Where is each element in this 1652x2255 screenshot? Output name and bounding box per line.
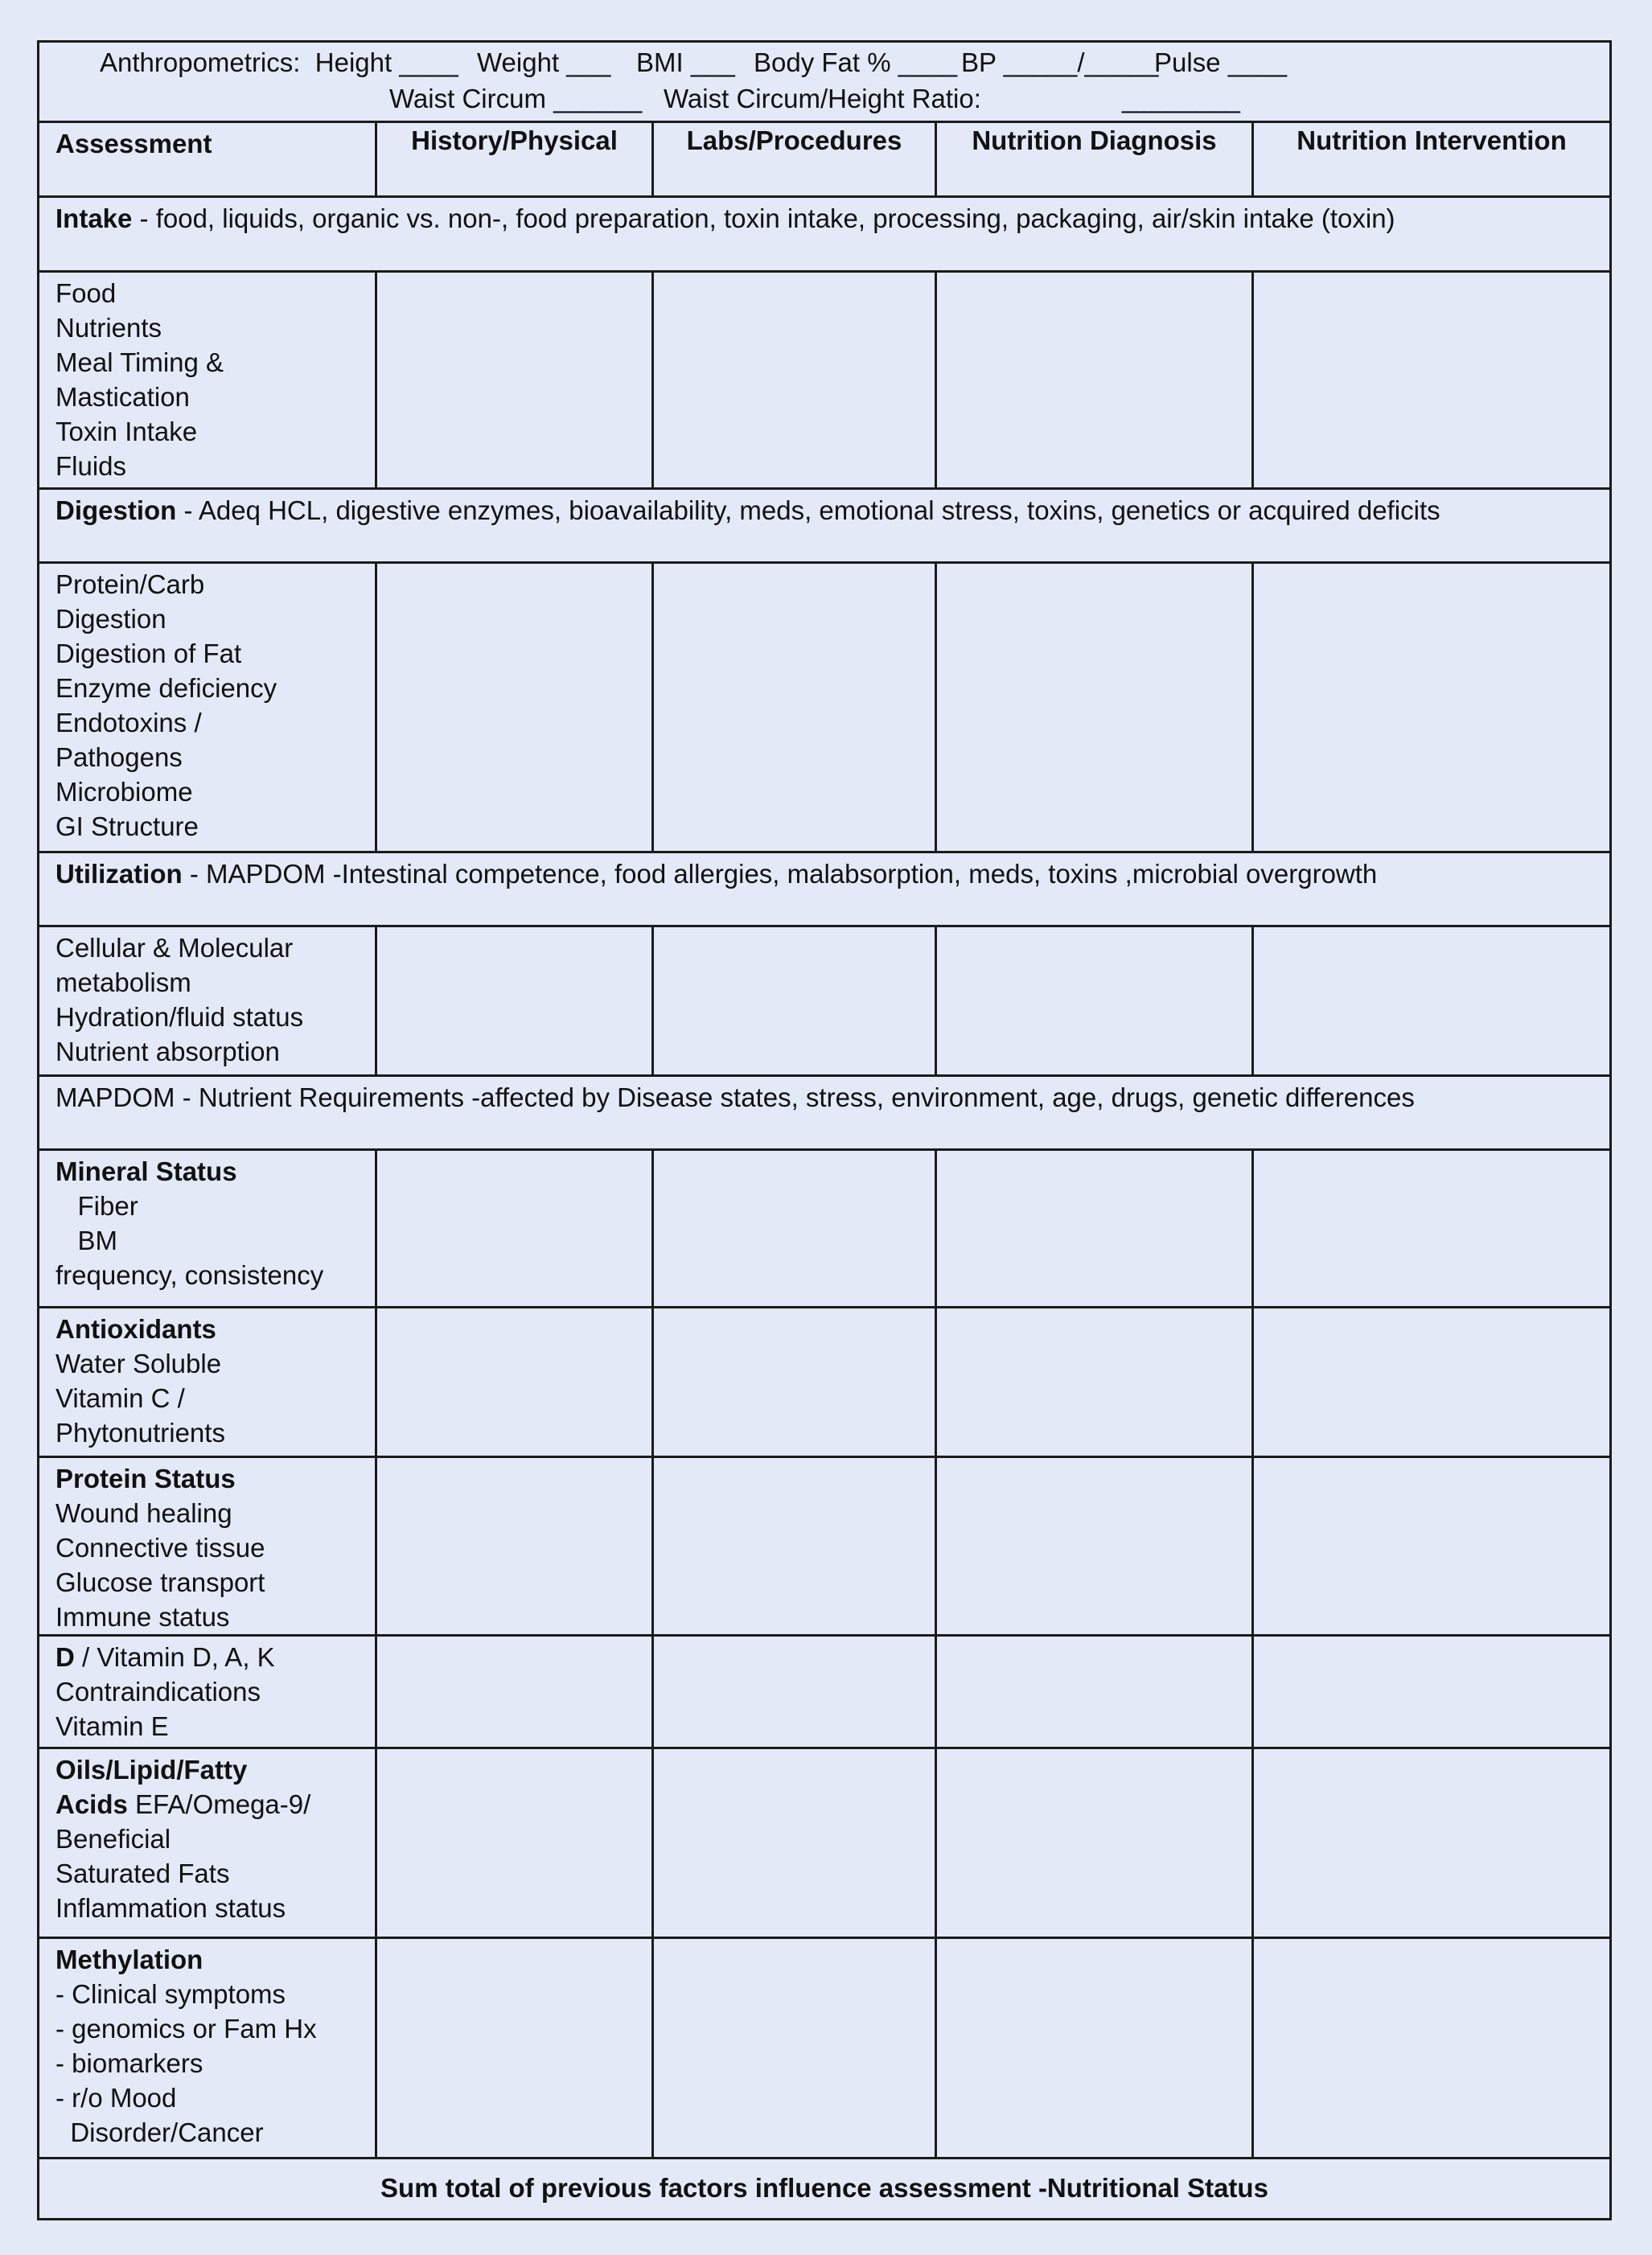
list-item: - r/o Mood <box>55 2083 177 2113</box>
antioxidants-title: Antioxidants <box>55 1314 216 1344</box>
entry-cell[interactable] <box>936 926 1253 1076</box>
list-item: BM <box>55 1226 118 1255</box>
entry-cell[interactable] <box>653 563 936 852</box>
digestion-section-row <box>39 489 1611 563</box>
anthro-weight: Weight ___ <box>477 47 611 77</box>
list-item: Saturated Fats <box>55 1859 230 1888</box>
utilization-section-row <box>39 852 1611 926</box>
list-item: Fiber <box>55 1191 138 1221</box>
methylation-title: Methylation <box>55 1945 203 1974</box>
entry-cell[interactable] <box>376 1308 653 1457</box>
entry-cell[interactable] <box>1253 563 1611 852</box>
list-item: Microbiome <box>55 777 193 807</box>
anthropometrics-row <box>39 42 1611 122</box>
anthro-body-fat: Body Fat % ____ <box>754 47 958 77</box>
requirements-section-header: MAPDOM - Nutrient Requirements -affected by Disease states, stress, environment, age, drugs, genetic differences <box>39 1076 1611 1150</box>
entry-cell[interactable] <box>376 926 653 1076</box>
entry-cell[interactable] <box>653 1308 936 1457</box>
col-nutrition-diagnosis: Nutrition Diagnosis <box>936 122 1253 197</box>
list-item: Beneficial <box>55 1824 171 1854</box>
entry-cell[interactable] <box>936 1457 1253 1636</box>
digestion-items-cell <box>39 563 376 852</box>
entry-cell[interactable] <box>653 1748 936 1938</box>
list-item: - biomarkers <box>55 2048 203 2078</box>
oils-acids-title: Acids <box>55 1789 128 1819</box>
list-item: Fluids <box>55 451 127 481</box>
list-item: frequency, consistency <box>55 1260 324 1290</box>
list-item: Vitamin E <box>55 1711 169 1741</box>
entry-cell[interactable] <box>936 1308 1253 1457</box>
entry-cell[interactable] <box>1253 1748 1611 1938</box>
entry-cell[interactable] <box>1253 1457 1611 1636</box>
entry-cell[interactable] <box>936 272 1253 489</box>
anthro-bp: BP _____/_____ <box>961 47 1159 77</box>
digestion-title: Digestion <box>55 495 177 525</box>
mineral-status-title: Mineral Status <box>55 1156 237 1186</box>
entry-cell[interactable] <box>653 272 936 489</box>
entry-cell[interactable] <box>936 1938 1253 2158</box>
entry-cell[interactable] <box>936 1636 1253 1748</box>
column-header-row <box>39 122 1611 197</box>
methylation-row <box>39 1938 1611 2158</box>
col-labs-procedures: Labs/Procedures <box>653 122 936 197</box>
list-item: Glucose transport <box>55 1567 265 1597</box>
utilization-title: Utilization <box>55 859 183 889</box>
list-item: Water Soluble <box>55 1349 222 1378</box>
list-item: Protein/Carb <box>55 569 205 599</box>
entry-cell[interactable] <box>376 1748 653 1938</box>
list-item: Digestion <box>55 604 166 634</box>
list-item: Inflammation status <box>55 1893 286 1923</box>
utilization-items-cell <box>39 926 376 1076</box>
vitamin-d-subtitle: / Vitamin D, A, K <box>74 1642 275 1672</box>
list-item: Toxin Intake <box>55 417 198 446</box>
anthro-bmi: BMI ___ <box>636 47 735 77</box>
antioxidants-cell <box>39 1308 376 1457</box>
list-item: Wound healing <box>55 1498 232 1528</box>
col-history-physical: History/Physical <box>376 122 653 197</box>
anthro-waist: Waist Circum ______ <box>389 84 643 113</box>
anthro-waist-height-ratio: Waist Circum/Height Ratio: <box>664 84 981 113</box>
digestion-section-header <box>39 489 1611 563</box>
vitamin-d-title: D <box>55 1642 75 1672</box>
oils-lipid-cell <box>39 1748 376 1938</box>
entry-cell[interactable] <box>1253 1938 1611 2158</box>
utilization-items-row <box>39 926 1611 1076</box>
vitamin-d-cell <box>39 1636 376 1748</box>
digestion-items-row <box>39 563 1611 852</box>
list-item: Nutrient absorption <box>55 1037 280 1066</box>
entry-cell[interactable] <box>376 1938 653 2158</box>
oils-lipid-title: Oils/Lipid/Fatty <box>55 1755 248 1785</box>
mineral-status-row <box>39 1150 1611 1308</box>
footer-row <box>39 2158 1611 2220</box>
entry-cell[interactable] <box>653 926 936 1076</box>
entry-cell[interactable] <box>376 1636 653 1748</box>
col-nutrition-intervention: Nutrition Intervention <box>1253 122 1611 197</box>
vitamin-d-row <box>39 1636 1611 1748</box>
list-item: Disorder/Cancer <box>55 2117 264 2147</box>
list-item: Food <box>55 278 117 308</box>
utilization-description: - MAPDOM -Intestinal competence, food allergies, malabsorption, meds, toxins ,microbial overgrowth <box>182 859 1378 889</box>
entry-cell[interactable] <box>653 1938 936 2158</box>
antioxidants-row <box>39 1308 1611 1457</box>
entry-cell[interactable] <box>376 272 653 489</box>
utilization-section-header <box>39 852 1611 926</box>
digestion-description: - Adeq HCL, digestive enzymes, bioavailability, meds, emotional stress, toxins, genetics or acquired deficits <box>176 495 1440 525</box>
list-item: Endotoxins / <box>55 708 202 737</box>
footer-summary: Sum total of previous factors influence assessment -Nutritional Status <box>39 2158 1611 2220</box>
anthro-ratio-blank: ________ <box>1122 84 1240 113</box>
list-item: GI Structure <box>55 811 199 841</box>
list-item: Nutrients <box>55 313 162 343</box>
entry-cell[interactable] <box>653 1150 936 1308</box>
list-item: Vitamin C / <box>55 1383 185 1413</box>
entry-cell[interactable] <box>1253 1150 1611 1308</box>
entry-cell[interactable] <box>653 1636 936 1748</box>
protein-status-cell <box>39 1457 376 1636</box>
entry-cell[interactable] <box>936 1748 1253 1938</box>
mineral-status-cell <box>39 1150 376 1308</box>
list-item: Phytonutrients <box>55 1418 225 1448</box>
list-item: Connective tissue <box>55 1533 265 1563</box>
anthro-pulse: Pulse ____ <box>1154 47 1288 77</box>
list-item: Mastication <box>55 382 190 412</box>
anthropometrics-line-2 <box>39 79 1609 115</box>
entry-cell[interactable] <box>376 563 653 852</box>
entry-cell[interactable] <box>376 1457 653 1636</box>
list-item: Hydration/fluid status <box>55 1002 304 1032</box>
intake-description: - food, liquids, organic vs. non-, food preparation, toxin intake, processing, packaging, air/skin intake (toxin) <box>132 203 1395 233</box>
anthro-height: Anthropometrics: Height ____ <box>100 47 458 77</box>
anthropometrics-cell[interactable] <box>39 42 1611 122</box>
col-assessment: Assessment <box>39 122 376 197</box>
list-item: Meal Timing & <box>55 347 224 377</box>
oils-lipid-row <box>39 1748 1611 1938</box>
entry-cell[interactable] <box>1253 272 1611 489</box>
protein-status-row <box>39 1457 1611 1636</box>
entry-cell[interactable] <box>936 1150 1253 1308</box>
oils-acids-subtitle: EFA/Omega-9/ <box>127 1789 311 1819</box>
intake-section-header <box>39 197 1611 272</box>
nutrition-assessment-form <box>37 40 1612 2220</box>
entry-cell[interactable] <box>1253 1636 1611 1748</box>
entry-cell[interactable] <box>1253 1308 1611 1457</box>
intake-section-row <box>39 197 1611 272</box>
list-item: - genomics or Fam Hx <box>55 2014 317 2043</box>
intake-items-row <box>39 272 1611 489</box>
requirements-section-row <box>39 1076 1611 1150</box>
protein-status-title: Protein Status <box>55 1464 236 1493</box>
methylation-cell <box>39 1938 376 2158</box>
intake-items-cell <box>39 272 376 489</box>
entry-cell[interactable] <box>936 563 1253 852</box>
list-item: Contraindications <box>55 1677 261 1707</box>
list-item: Digestion of Fat <box>55 639 242 668</box>
entry-cell[interactable] <box>1253 926 1611 1076</box>
list-item: metabolism <box>55 967 191 997</box>
list-item: Enzyme deficiency <box>55 673 277 703</box>
anthropometrics-line-1 <box>39 43 1609 79</box>
entry-cell[interactable] <box>376 1150 653 1308</box>
list-item: - Clinical symptoms <box>55 1979 286 2009</box>
list-item: Cellular & Molecular <box>55 933 294 963</box>
entry-cell[interactable] <box>653 1457 936 1636</box>
list-item: Immune status <box>55 1602 230 1632</box>
intake-title: Intake <box>55 203 133 233</box>
list-item: Pathogens <box>55 742 183 772</box>
